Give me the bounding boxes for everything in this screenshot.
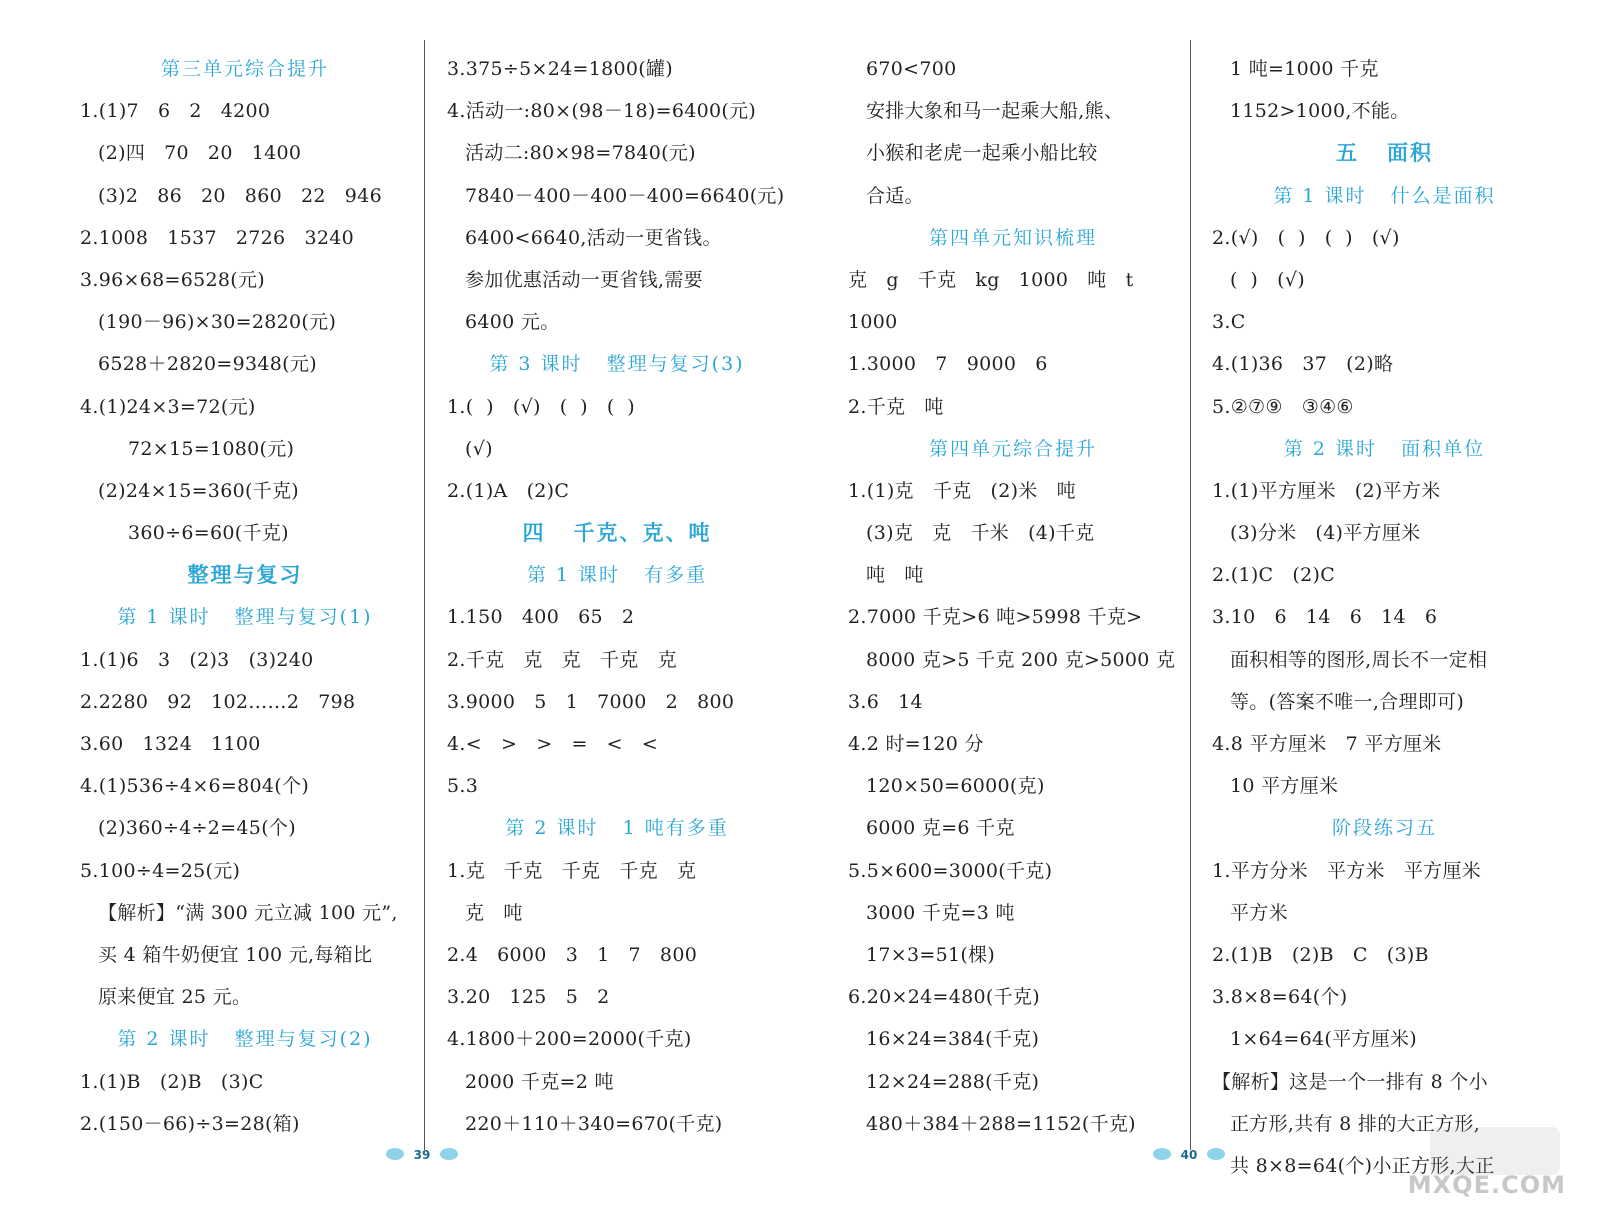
answer-line: (190－96)×30=2820(元)	[98, 311, 337, 334]
column-2	[447, 48, 787, 1145]
answer-line: 2.4 6000 3 1 7 800	[447, 943, 698, 966]
page-number-text: 40	[1180, 1148, 1198, 1162]
answer-line: 3000 千克=3 吨	[866, 901, 1015, 924]
answer-line: 4.(1)24×3=72(元)	[80, 395, 256, 418]
section-heading: 四 千克、克、吨	[522, 520, 712, 546]
answer-line: 72×15=1080(元)	[128, 437, 295, 460]
answer-line: 参加优惠活动一更省钱,需要	[465, 268, 703, 291]
answer-line: 1.(1)克 千克 (2)米 吨	[848, 479, 1076, 502]
answer-line: 17×3=51(棵)	[866, 943, 996, 966]
answer-line: 1.(1)7 6 2 4200	[80, 100, 271, 123]
answer-line: 6.20×24=480(千克)	[848, 986, 1040, 1009]
answer-line: 4.(1)536÷4×6=804(个)	[80, 775, 310, 798]
section-heading: 第四单元综合提升	[928, 437, 1097, 460]
answer-line: 2.7000 千克>6 吨>5998 千克>	[848, 606, 1143, 629]
section-heading: 第三单元综合提升	[160, 58, 329, 80]
answer-line: 5.②⑦⑨ ③④⑥	[1212, 395, 1354, 418]
answer-line: 2.(150－66)÷3=28(箱)	[80, 1112, 300, 1135]
answer-line: 12×24=288(千克)	[866, 1070, 1040, 1093]
answer-line: 3.8×8=64(个)	[1212, 986, 1348, 1009]
answer-line: 克 g 千克 kg 1000 吨 t	[848, 268, 1134, 291]
answer-line: 小猴和老虎一起乘小船比较	[866, 142, 1098, 165]
answer-line: 4.< > > = < <	[447, 733, 659, 755]
watermark-text: MXQE.COM	[1407, 1171, 1566, 1199]
answer-line: 2.(1)A (2)C	[447, 479, 570, 502]
column-divider	[424, 40, 425, 1150]
answer-line: 6400 元。	[465, 311, 560, 334]
answer-line: 3.375÷5×24=1800(罐)	[447, 58, 673, 80]
answer-line: 1152>1000,不能。	[1230, 100, 1410, 123]
answer-line: 1.3000 7 9000 6	[848, 353, 1048, 376]
answer-line: 3.20 125 5 2	[447, 986, 610, 1009]
section-heading: 五 面积	[1336, 140, 1433, 166]
wing-ornament-icon	[1207, 1148, 1225, 1160]
answer-line: (3)分米 (4)平方厘米	[1230, 522, 1421, 545]
answer-line: 1 吨=1000 千克	[1230, 58, 1379, 80]
answer-line: 2.2280 92 102……2 798	[80, 690, 356, 713]
answer-line: 3.96×68=6528(元)	[80, 268, 265, 291]
wing-ornament-icon	[440, 1148, 458, 1160]
answer-line: 4.2 时=120 分	[848, 733, 984, 755]
page-number-text: 39	[413, 1148, 431, 1162]
answer-line: (√)	[465, 437, 493, 460]
section-heading: 第 1 课时 有多重	[526, 564, 708, 587]
answer-line: 2.(1)B (2)B C (3)B	[1212, 943, 1429, 966]
answer-line: 1.(1)6 3 (2)3 (3)240	[80, 648, 314, 671]
answer-line: 1.(1)B (2)B (3)C	[80, 1070, 264, 1093]
answer-line: 1.150 400 65 2	[447, 606, 635, 629]
answer-line: 4.1800＋200=2000(千克)	[447, 1028, 692, 1051]
answer-line: 4.8 平方厘米 7 平方厘米	[1212, 733, 1442, 755]
answer-line: (3)克 克 千米 (4)千克	[866, 522, 1095, 545]
answer-line: 220＋110＋340=670(千克)	[465, 1112, 723, 1135]
answer-line: 1×64=64(平方厘米)	[1230, 1028, 1418, 1051]
answer-line: 360÷6=60(千克)	[128, 522, 289, 545]
answer-line: 等。(答案不唯一,合理即可)	[1230, 690, 1465, 713]
answer-line: 共 8×8=64(个)小正方形,大正	[1230, 1154, 1495, 1177]
answer-line: 合适。	[866, 184, 924, 207]
answer-line: 4.活动一:80×(98－18)=6400(元)	[447, 100, 757, 123]
answer-line: 平方米	[1230, 901, 1288, 924]
section-heading: 第 1 课时 整理与复习(1)	[117, 606, 373, 629]
wing-ornament-icon	[386, 1148, 404, 1160]
answer-line: 7840－400－400－400=6640(元)	[465, 184, 785, 207]
answer-line: 1.(1)平方厘米 (2)平方米	[1212, 479, 1441, 502]
answer-line: 原来便宜 25 元。	[98, 986, 252, 1009]
answer-line: (2)360÷4÷2=45(个)	[98, 817, 296, 840]
answer-line: 120×50=6000(克)	[866, 775, 1045, 798]
answer-line: 3.10 6 14 6 14 6	[1212, 606, 1438, 629]
answer-line: 1.平方分米 平方米 平方厘米	[1212, 859, 1482, 882]
column-3	[848, 48, 1178, 1145]
answer-line: 【解析】“满 300 元立减 100 元”,	[98, 901, 398, 924]
answer-line: 【解析】这是一个一排有 8 个小	[1212, 1070, 1488, 1093]
answer-line: 克 吨	[465, 901, 523, 924]
section-heading: 第 2 课时 整理与复习(2)	[117, 1028, 373, 1051]
section-heading: 第 3 课时 整理与复习(3)	[489, 353, 745, 376]
answer-line: 5.5×600=3000(千克)	[848, 859, 1053, 882]
page-number-left	[400, 1146, 444, 1164]
answer-line: 吨 吨	[866, 564, 924, 587]
answer-line: 1.克 千克 千克 千克 克	[447, 859, 697, 882]
answer-line: (2)24×15=360(千克)	[98, 479, 299, 502]
watermark-logo	[1430, 1127, 1560, 1175]
column-4	[1212, 48, 1557, 1187]
answer-line: 480＋384＋288=1152(千克)	[866, 1112, 1136, 1135]
column-1	[80, 48, 410, 1145]
answer-line: 安排大象和马一起乘大船,熊、	[866, 100, 1124, 123]
answer-line: 买 4 箱牛奶便宜 100 元,每箱比	[98, 943, 373, 966]
answer-line: ( ) (√)	[1230, 268, 1305, 291]
answer-line: 3.6 14	[848, 690, 923, 713]
section-heading: 整理与复习	[187, 562, 303, 588]
answer-line: 16×24=384(千克)	[866, 1028, 1040, 1051]
section-heading: 第 2 课时 面积单位	[1283, 437, 1486, 460]
answer-line: 1000	[848, 311, 898, 334]
answer-line: 3.60 1324 1100	[80, 733, 261, 755]
answer-line: 10 平方厘米	[1230, 775, 1339, 798]
wing-ornament-icon	[1153, 1148, 1171, 1160]
answer-line: 5.100÷4=25(元)	[80, 859, 241, 882]
answer-line: 6000 克=6 千克	[866, 817, 1015, 840]
answer-line: 2000 千克=2 吨	[465, 1070, 614, 1093]
answer-line: 670<700	[866, 58, 957, 80]
section-heading: 第四单元知识梳理	[928, 226, 1097, 249]
answer-line: 6528＋2820=9348(元)	[98, 353, 317, 376]
answer-line: 2.千克 克 克 千克 克	[447, 648, 677, 671]
answer-line: 2.1008 1537 2726 3240	[80, 226, 354, 249]
answer-line: 活动二:80×98=7840(元)	[465, 142, 696, 165]
section-heading: 阶段练习五	[1331, 817, 1437, 840]
section-heading: 第 2 课时 1 吨有多重	[505, 817, 729, 840]
answer-line: 2.(1)C (2)C	[1212, 564, 1336, 587]
answer-line: 面积相等的图形,周长不一定相	[1230, 648, 1488, 671]
answer-line: 8000 克>5 千克 200 克>5000 克	[866, 648, 1176, 671]
answer-line: 正方形,共有 8 排的大正方形,	[1230, 1112, 1481, 1135]
answer-line: 2.千克 吨	[848, 395, 944, 418]
answer-line: (2)四 70 20 1400	[98, 142, 302, 165]
column-divider	[1190, 40, 1191, 1150]
answer-line: 3.C	[1212, 311, 1246, 334]
answer-line: 4.(1)36 37 (2)略	[1212, 353, 1394, 376]
answer-line: (3)2 86 20 860 22 946	[98, 184, 382, 207]
section-heading: 第 1 课时 什么是面积	[1273, 184, 1496, 207]
answer-line: 2.(√) ( ) ( ) (√)	[1212, 226, 1400, 249]
page-number-right	[1167, 1146, 1211, 1164]
answer-line: 1.( ) (√) ( ) ( )	[447, 395, 635, 418]
answer-line: 5.3	[447, 775, 479, 798]
answer-line: 3.9000 5 1 7000 2 800	[447, 690, 735, 713]
answer-line: 6400<6640,活动一更省钱。	[465, 226, 722, 249]
